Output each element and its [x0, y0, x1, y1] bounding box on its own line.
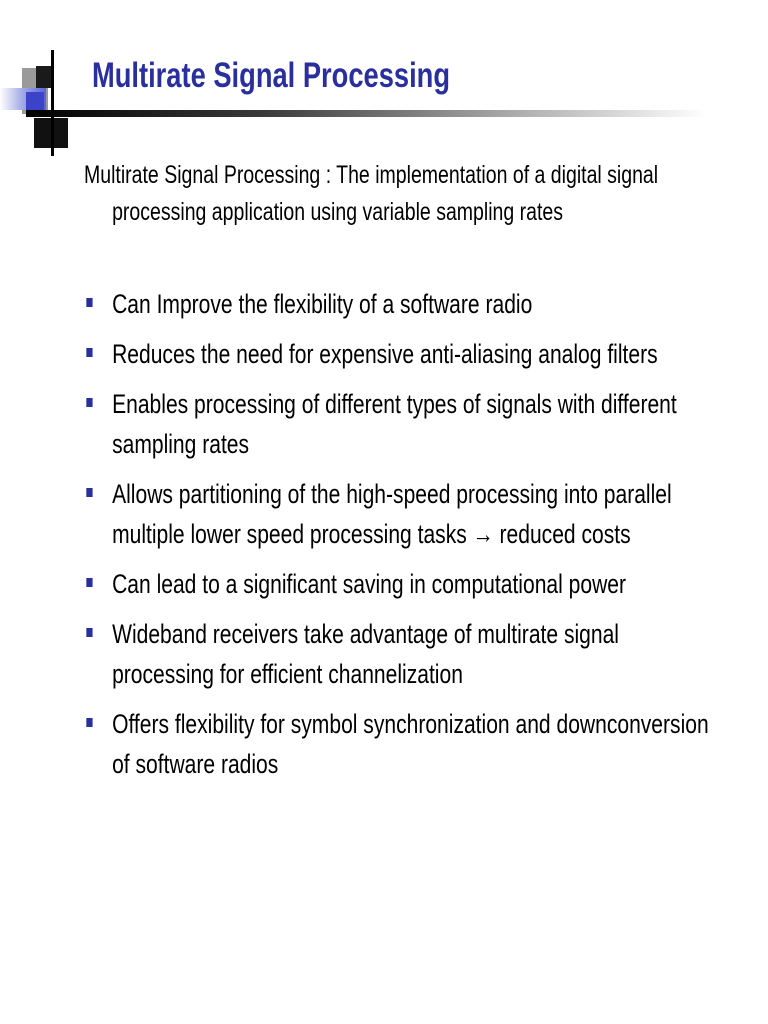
bullet-square-icon [86, 298, 92, 307]
bullet-item [84, 334, 724, 374]
bullet-text: Allows partitioning of the high-speed processing into parallel multiple lower speed processing tasks → reduced costs [112, 479, 672, 549]
decorative-vertical-line [51, 50, 54, 156]
bullet-square-icon [86, 488, 92, 497]
bullet-square-icon [86, 718, 92, 727]
bullet-text: Offers flexibility for symbol synchronization and downconversion of software radios [112, 709, 709, 779]
bullet-text: Can Improve the flexibility of a software radio [112, 289, 533, 319]
bullet-square-icon [86, 578, 92, 587]
bullet-list [84, 284, 724, 794]
bullet-item [84, 614, 724, 694]
bullet-square-icon [86, 348, 92, 357]
definition-text: Multirate Signal Processing : The implementation of a digital signal processing application using variable sampling rates [84, 161, 659, 226]
bullet-text: Wideband receivers take advantage of multirate signal processing for efficient channelization [112, 619, 619, 689]
bullet-square-icon [86, 398, 92, 407]
bullet-item [84, 384, 724, 464]
bullet-text: Reduces the need for expensive anti-aliasing analog filters [112, 339, 658, 369]
bullet-item [84, 564, 724, 604]
decorative-blue-square [26, 92, 44, 110]
title-underline [26, 110, 706, 117]
bullet-item [84, 284, 724, 324]
bullet-text: Can lead to a significant saving in computational power [112, 569, 627, 599]
slide-title: Multirate Signal Processing [92, 56, 451, 95]
bullet-text: Enables processing of different types of signals with different sampling rates [112, 389, 677, 459]
bullet-item [84, 474, 724, 554]
bullet-square-icon [86, 628, 92, 637]
bullet-item [84, 704, 724, 784]
